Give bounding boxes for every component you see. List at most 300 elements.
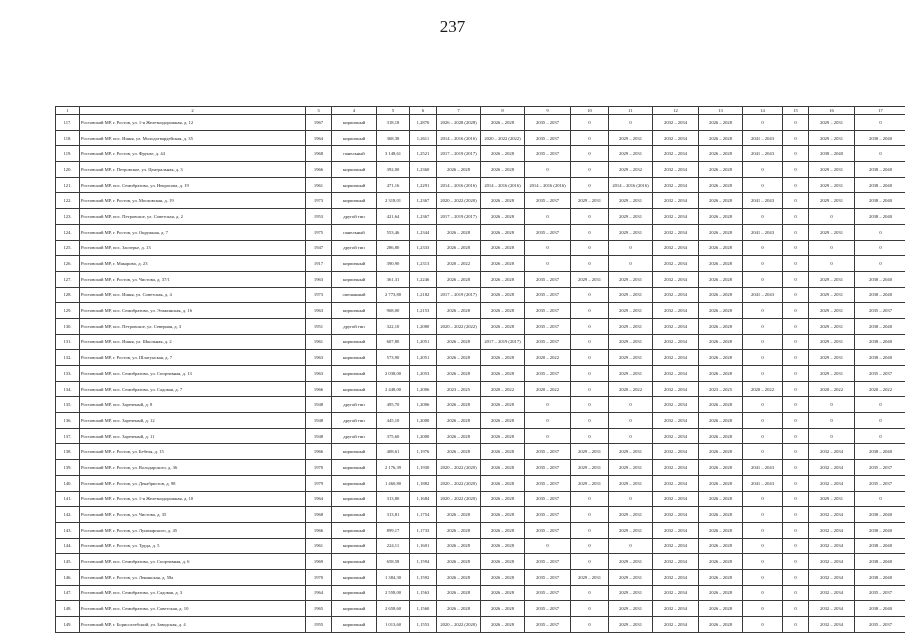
table-cell: 2029 – 2031: [609, 460, 653, 476]
table-cell: 0: [743, 491, 783, 507]
table-cell: 2023 – 2025: [699, 381, 743, 397]
table-cell: 2029 – 2031: [809, 491, 855, 507]
table-cell: 0: [571, 177, 609, 193]
table-cell: 0: [783, 146, 809, 162]
table-cell: 2035 – 2037: [525, 444, 571, 460]
table-cell: другой тип: [332, 209, 377, 225]
table-cell: 2029 – 2031: [609, 271, 653, 287]
table-cell: 2029 – 2031: [571, 569, 609, 585]
table-cell: 2020 – 2022 (2020): [437, 193, 481, 209]
row-number-cell: 133.: [56, 366, 80, 382]
table-cell: 2026 – 2028: [481, 193, 525, 209]
table-cell: 2020 – 2022 (2020): [437, 491, 481, 507]
table-row: [56, 162, 905, 178]
address-cell: Ростовский МР, г. Ростов, ул. Чистова, д. 35: [80, 507, 306, 523]
table-cell: 1,2000: [410, 413, 437, 429]
table-cell: 2026 – 2028: [699, 554, 743, 570]
table-cell: 2035 – 2037: [855, 366, 905, 382]
table-cell: 0: [855, 115, 905, 131]
table-cell: 2026 – 2028: [481, 428, 525, 444]
table-cell: 1955: [306, 617, 332, 633]
table-cell: 1963: [306, 271, 332, 287]
table-cell: 2026 – 2028: [437, 334, 481, 350]
row-number-cell: 140.: [56, 475, 80, 491]
table-cell: 2020 – 2022: [609, 381, 653, 397]
table-cell: 1,2182: [410, 287, 437, 303]
address-cell: Ростовский МР, пос. Ишня, ул. Школьная, д. 2: [80, 334, 306, 350]
table-cell: 1,1601: [410, 538, 437, 554]
table-cell: 1968: [306, 507, 332, 523]
table-cell: 1,1930: [410, 460, 437, 476]
table-cell: 2026 – 2028: [481, 522, 525, 538]
table-cell: 2020 – 2022: [809, 381, 855, 397]
address-cell: Ростовский МР, пос. Семибратово, ул. Спортивная, д. 13: [80, 366, 306, 382]
table-cell: 2032 – 2034: [653, 162, 699, 178]
table-cell: 2032 – 2034: [653, 350, 699, 366]
column-header: 15: [783, 107, 809, 115]
table-cell: 0: [783, 460, 809, 476]
row-number-cell: 139.: [56, 460, 80, 476]
table-cell: 0: [743, 428, 783, 444]
table-cell: 0: [783, 271, 809, 287]
table-cell: 2032 – 2034: [653, 366, 699, 382]
table-cell: 0: [571, 224, 609, 240]
table-cell: 0: [609, 397, 653, 413]
table-cell: 2026 – 2028: [699, 507, 743, 523]
table-cell: 2026 – 2028: [481, 256, 525, 272]
table-cell: 2032 – 2034: [809, 475, 855, 491]
table-cell: 2 176,39: [377, 460, 410, 476]
table-cell: 2032 – 2034: [809, 585, 855, 601]
table-cell: 0: [743, 318, 783, 334]
table-cell: 2026 – 2028: [699, 224, 743, 240]
table-cell: 2029 – 2031: [609, 303, 653, 319]
table-cell: кирпичный: [332, 491, 377, 507]
table-cell: 2026 – 2028: [481, 224, 525, 240]
table-cell: 0: [571, 366, 609, 382]
table-cell: 2035 – 2037: [525, 193, 571, 209]
table-cell: 2026 – 2028: [481, 209, 525, 225]
address-cell: Ростовский МР, пос. Семибратово, ул. Советская, д. 10: [80, 601, 306, 617]
table-cell: 0: [809, 256, 855, 272]
table-row: [56, 491, 905, 507]
table-cell: 0: [809, 413, 855, 429]
table-cell: 2035 – 2037: [525, 522, 571, 538]
table-cell: 2041 – 2043: [743, 130, 783, 146]
address-cell: Ростовский МР, г. Ростов, ул. 1-я Железнодорожная, д. 12: [80, 115, 306, 131]
table-cell: 1,1684: [410, 491, 437, 507]
table-cell: 1,2000: [410, 428, 437, 444]
table-cell: 2026 – 2028: [481, 601, 525, 617]
table-cell: 2038 – 2040: [855, 444, 905, 460]
table-cell: 2020 – 2022: [855, 381, 905, 397]
table-cell: 1,2313: [410, 256, 437, 272]
table-cell: 2035 – 2037: [525, 130, 571, 146]
table-cell: 2032 – 2034: [653, 601, 699, 617]
table-cell: 0: [783, 224, 809, 240]
table-cell: 0: [809, 397, 855, 413]
table-cell: 0: [783, 491, 809, 507]
table-cell: 2026 – 2028: [481, 287, 525, 303]
table-row: [56, 444, 905, 460]
table-cell: 607,80: [377, 334, 410, 350]
table-cell: 2032 – 2034: [653, 271, 699, 287]
table-cell: 2020 – 2022 (2020): [437, 475, 481, 491]
table-cell: 1,2153: [410, 303, 437, 319]
table-row: [56, 256, 905, 272]
table-row: [56, 585, 905, 601]
table-cell: 2014 – 2016 (2016): [609, 177, 653, 193]
table-row: [56, 209, 905, 225]
table-cell: 390,90: [377, 256, 410, 272]
column-header: 16: [809, 107, 855, 115]
table-cell: 2038 – 2040: [855, 177, 905, 193]
table-row: [56, 115, 905, 131]
table-cell: 1,2291: [410, 177, 437, 193]
table-cell: панельный: [332, 224, 377, 240]
table-cell: 2 318,01: [377, 193, 410, 209]
address-cell: Ростовский МР, г. Ростов, ул. Луначарского, д. 45: [80, 522, 306, 538]
table-cell: 1,2006: [410, 397, 437, 413]
table-cell: 2026 – 2028: [699, 287, 743, 303]
address-cell: Ростовский МР, г. Ростов, ул. Труда, д. 5: [80, 538, 306, 554]
table-cell: 0: [743, 256, 783, 272]
table-cell: 2026 – 2028: [481, 475, 525, 491]
table-cell: 2026 – 2028: [699, 601, 743, 617]
table-row: [56, 507, 905, 523]
table-cell: 2014 – 2016 (2016): [481, 177, 525, 193]
table-cell: 224,11: [377, 538, 410, 554]
table-cell: 0: [855, 428, 905, 444]
table-cell: 2026 – 2028: [481, 350, 525, 366]
table-cell: 0: [571, 256, 609, 272]
table-cell: 0: [855, 413, 905, 429]
table-cell: 1,1733: [410, 522, 437, 538]
table-row: [56, 538, 905, 554]
table-cell: кирпичный: [332, 366, 377, 382]
table-cell: 0: [609, 538, 653, 554]
row-number-cell: 138.: [56, 444, 80, 460]
table-cell: 0: [783, 428, 809, 444]
address-cell: Ростовский МР, г. Ростов, ул. Шлагунская, д. 7: [80, 350, 306, 366]
table-row: [56, 413, 905, 429]
table-cell: 2026 – 2028: [437, 538, 481, 554]
column-header: 1: [56, 107, 80, 115]
table-cell: 2032 – 2034: [653, 240, 699, 256]
table-cell: 1,2367: [410, 209, 437, 225]
address-cell: Ростовский МР, г. Макарово, д. 23: [80, 256, 306, 272]
table-cell: 0: [809, 209, 855, 225]
row-number-cell: 144.: [56, 538, 80, 554]
table-cell: 2026 – 2028: [437, 413, 481, 429]
column-header: 2: [80, 107, 306, 115]
table-cell: 0: [525, 538, 571, 554]
table-cell: 1961: [306, 334, 332, 350]
table-cell: 0: [743, 585, 783, 601]
table-cell: 2041 – 2043: [743, 460, 783, 476]
table-cell: 1964: [306, 491, 332, 507]
table-cell: 0: [855, 256, 905, 272]
column-header: 12: [653, 107, 699, 115]
table-cell: 2026 – 2028: [699, 115, 743, 131]
table-cell: 2032 – 2034: [653, 538, 699, 554]
table-cell: 0: [743, 444, 783, 460]
table-cell: 2029 – 2031: [809, 162, 855, 178]
table-cell: 0: [571, 397, 609, 413]
table-cell: 2029 – 2031: [609, 287, 653, 303]
row-number-cell: 126.: [56, 256, 80, 272]
table-cell: 1964: [306, 130, 332, 146]
table-cell: 2029 – 2031: [609, 130, 653, 146]
table-cell: кирпичный: [332, 130, 377, 146]
table-cell: 1,2611: [410, 130, 437, 146]
table-cell: 2032 – 2034: [653, 130, 699, 146]
table-cell: 0: [609, 491, 653, 507]
table-cell: 0: [783, 569, 809, 585]
table-cell: 286,80: [377, 240, 410, 256]
table-cell: 0: [855, 224, 905, 240]
table-cell: 0: [783, 256, 809, 272]
table-cell: другой тип: [332, 413, 377, 429]
table-cell: 1,2051: [410, 334, 437, 350]
address-cell: Ростовский МР, пос. Семибратово, ул. Спортивная, д. 6: [80, 554, 306, 570]
table-cell: 0: [571, 162, 609, 178]
table-row: [56, 522, 905, 538]
housing-register-table: [55, 106, 905, 633]
table-cell: кирпичный: [332, 569, 377, 585]
table-cell: 1,2080: [410, 318, 437, 334]
address-cell: Ростовский МР, пос. Петровское, ул. Северная, д. 3: [80, 318, 306, 334]
address-cell: Ростовский МР, г. Ростов, ул. Фрунзе, д. 44: [80, 146, 306, 162]
table-cell: 2020 – 2022 (2022): [437, 318, 481, 334]
table-cell: 2026 – 2028: [481, 491, 525, 507]
table-cell: кирпичный: [332, 334, 377, 350]
table-cell: 1969: [306, 554, 332, 570]
table-cell: 2026 – 2028: [481, 318, 525, 334]
table-cell: кирпичный: [332, 271, 377, 287]
table-cell: 2029 – 2031: [809, 177, 855, 193]
table-cell: 2026 – 2028: [699, 334, 743, 350]
table-cell: кирпичный: [332, 444, 377, 460]
table-cell: 1963: [306, 366, 332, 382]
table-cell: кирпичный: [332, 162, 377, 178]
table-cell: 2026 – 2028: [481, 162, 525, 178]
table-cell: 2029 – 2031: [609, 209, 653, 225]
table-cell: другой тип: [332, 318, 377, 334]
table-cell: 1,2521: [410, 146, 437, 162]
table-cell: 2026 – 2028: [437, 350, 481, 366]
row-number-cell: 130.: [56, 318, 80, 334]
table-cell: 0: [571, 507, 609, 523]
table-cell: 2026 – 2028: [481, 507, 525, 523]
table-cell: 0: [571, 585, 609, 601]
table-cell: 2038 – 2040: [855, 287, 905, 303]
table-cell: 2026 – 2028: [437, 507, 481, 523]
table-cell: 658,58: [377, 554, 410, 570]
table-cell: 2038 – 2040: [855, 209, 905, 225]
table-cell: 1964: [306, 585, 332, 601]
column-header: 10: [571, 107, 609, 115]
column-header: 3: [306, 107, 332, 115]
table-cell: 2038 – 2040: [855, 162, 905, 178]
table-cell: 2035 – 2037: [525, 601, 571, 617]
table-cell: 2026 – 2028: [699, 318, 743, 334]
table-cell: 471,16: [377, 177, 410, 193]
table-cell: 2026 – 2028: [699, 193, 743, 209]
table-cell: 2026 – 2028: [699, 350, 743, 366]
table-cell: 2032 – 2034: [653, 413, 699, 429]
table-cell: 2032 – 2034: [653, 334, 699, 350]
table-cell: 0: [783, 350, 809, 366]
table-row: [56, 569, 905, 585]
table-cell: 0: [783, 130, 809, 146]
table-cell: 2038 – 2040: [855, 334, 905, 350]
table-cell: 2029 – 2031: [609, 507, 653, 523]
address-cell: Ростовский МР, пос. Зареченый, д. 12: [80, 413, 306, 429]
table-cell: 2 448,00: [377, 381, 410, 397]
table-cell: 2032 – 2034: [809, 522, 855, 538]
table-cell: 2026 – 2028: [437, 444, 481, 460]
table-cell: 2029 – 2031: [809, 334, 855, 350]
table-cell: 0: [783, 193, 809, 209]
table-cell: 1 384,30: [377, 569, 410, 585]
table-cell: 2026 – 2028: [699, 130, 743, 146]
row-number-cell: 124.: [56, 224, 80, 240]
table-cell: 2029 – 2031: [809, 303, 855, 319]
table-cell: 2038 – 2040: [855, 130, 905, 146]
table-cell: 2032 – 2034: [653, 475, 699, 491]
address-cell: Ростовский МР, пос. Петровское, ул. Советская, д. 2: [80, 209, 306, 225]
table-cell: 2026 – 2028: [481, 413, 525, 429]
table-cell: 0: [571, 538, 609, 554]
table-cell: 2029 – 2031: [571, 193, 609, 209]
table-cell: 2029 – 2031: [809, 130, 855, 146]
table-cell: 2026 – 2028: [437, 303, 481, 319]
table-cell: 2035 – 2037: [525, 569, 571, 585]
table-row: [56, 334, 905, 350]
table-cell: 0: [783, 303, 809, 319]
table-cell: 2026 – 2028: [481, 569, 525, 585]
table-row: [56, 287, 905, 303]
table-cell: 2032 – 2034: [653, 381, 699, 397]
table-cell: 2026 – 2028: [699, 413, 743, 429]
column-header: 9: [525, 107, 571, 115]
table-cell: 392,00: [377, 162, 410, 178]
table-cell: 2035 – 2037: [525, 491, 571, 507]
table-cell: 2026 – 2028: [437, 585, 481, 601]
table-cell: другой тип: [332, 428, 377, 444]
table-row: [56, 554, 905, 570]
table-cell: 0: [743, 240, 783, 256]
table-cell: 2029 – 2031: [809, 318, 855, 334]
column-header: 17: [855, 107, 905, 115]
table-cell: 2026 – 2028: [437, 224, 481, 240]
row-number-cell: 136.: [56, 413, 80, 429]
table-cell: 2026 – 2028: [699, 397, 743, 413]
table-cell: 2032 – 2034: [653, 554, 699, 570]
table-cell: 2026 – 2028: [437, 240, 481, 256]
address-cell: Ростовский МР, г. Ростов, ул. Ленинская, д. 58а: [80, 569, 306, 585]
table-cell: кирпичный: [332, 554, 377, 570]
table-cell: 1,1976: [410, 444, 437, 460]
table-cell: 0: [809, 240, 855, 256]
table-cell: 2029 – 2031: [809, 366, 855, 382]
table-cell: 0: [809, 428, 855, 444]
table-cell: 2032 – 2034: [653, 303, 699, 319]
table-cell: 0: [571, 522, 609, 538]
table-cell: 0: [525, 209, 571, 225]
table-cell: 2014 – 2016 (2016): [525, 177, 571, 193]
table-cell: 0: [783, 538, 809, 554]
address-cell: Ростовский МР, г. Ростов, ул. Окружная, д. 7: [80, 224, 306, 240]
table-cell: 2041 – 2043: [743, 287, 783, 303]
table-cell: 0: [783, 475, 809, 491]
table-cell: 421,64: [377, 209, 410, 225]
table-cell: 2026 – 2028: [437, 428, 481, 444]
table-cell: 0: [743, 271, 783, 287]
table-row: [56, 193, 905, 209]
table-row: [56, 146, 905, 162]
table-cell: 0: [743, 601, 783, 617]
table-cell: 0: [783, 413, 809, 429]
row-number-cell: 119.: [56, 146, 80, 162]
table-cell: 2026 – 2028: [481, 538, 525, 554]
table-cell: 0: [783, 240, 809, 256]
table-cell: 0: [571, 287, 609, 303]
table-cell: кирпичный: [332, 303, 377, 319]
row-number-cell: 146.: [56, 569, 80, 585]
table-cell: 1,2051: [410, 350, 437, 366]
table-cell: 0: [743, 209, 783, 225]
table-cell: 2035 – 2037: [855, 303, 905, 319]
address-cell: Ростовский МР, г. Ростов, ул. Володарского, д. 36: [80, 460, 306, 476]
table-cell: 2029 – 2031: [571, 271, 609, 287]
table-cell: 2029 – 2031: [609, 444, 653, 460]
address-cell: Ростовский МР, пос. Семибратово, ул. Некрасова, д. 19: [80, 177, 306, 193]
column-header: 8: [481, 107, 525, 115]
table-cell: 2026 – 2028: [481, 554, 525, 570]
table-cell: 1951: [306, 318, 332, 334]
table-cell: 0: [743, 413, 783, 429]
table-cell: 0: [571, 413, 609, 429]
table-cell: 2032 – 2034: [653, 193, 699, 209]
table-cell: 2032 – 2034: [809, 507, 855, 523]
table-cell: 0: [571, 350, 609, 366]
table-cell: 0: [525, 240, 571, 256]
table-cell: 2029 – 2031: [571, 444, 609, 460]
address-cell: Ростовский МР, г. Ростов, ул. 1-я Железнодорожная, д. 10: [80, 491, 306, 507]
table-cell: 2029 – 2031: [809, 271, 855, 287]
table-cell: 0: [743, 397, 783, 413]
table-cell: 2026 – 2028: [699, 617, 743, 633]
table-cell: 2026 – 2028: [481, 115, 525, 131]
table-cell: 1,2876: [410, 115, 437, 131]
table-cell: 2026 – 2028: [481, 460, 525, 476]
table-row: [56, 617, 905, 633]
address-cell: Ростовский МР, пос. Зареченый, д. 11: [80, 428, 306, 444]
table-cell: 318,18: [377, 115, 410, 131]
table-cell: 0: [783, 585, 809, 601]
table-cell: 1966: [306, 444, 332, 460]
table-cell: 2032 – 2034: [653, 177, 699, 193]
table-cell: 1,1754: [410, 507, 437, 523]
table-row: [56, 318, 905, 334]
table-cell: 1,2053: [410, 366, 437, 382]
table-cell: 0: [783, 554, 809, 570]
address-cell: Ростовский МР, пос. Ишня, ул. Советская, д. 4: [80, 287, 306, 303]
table-cell: 0: [609, 240, 653, 256]
table-cell: 2026 – 2028: [699, 162, 743, 178]
